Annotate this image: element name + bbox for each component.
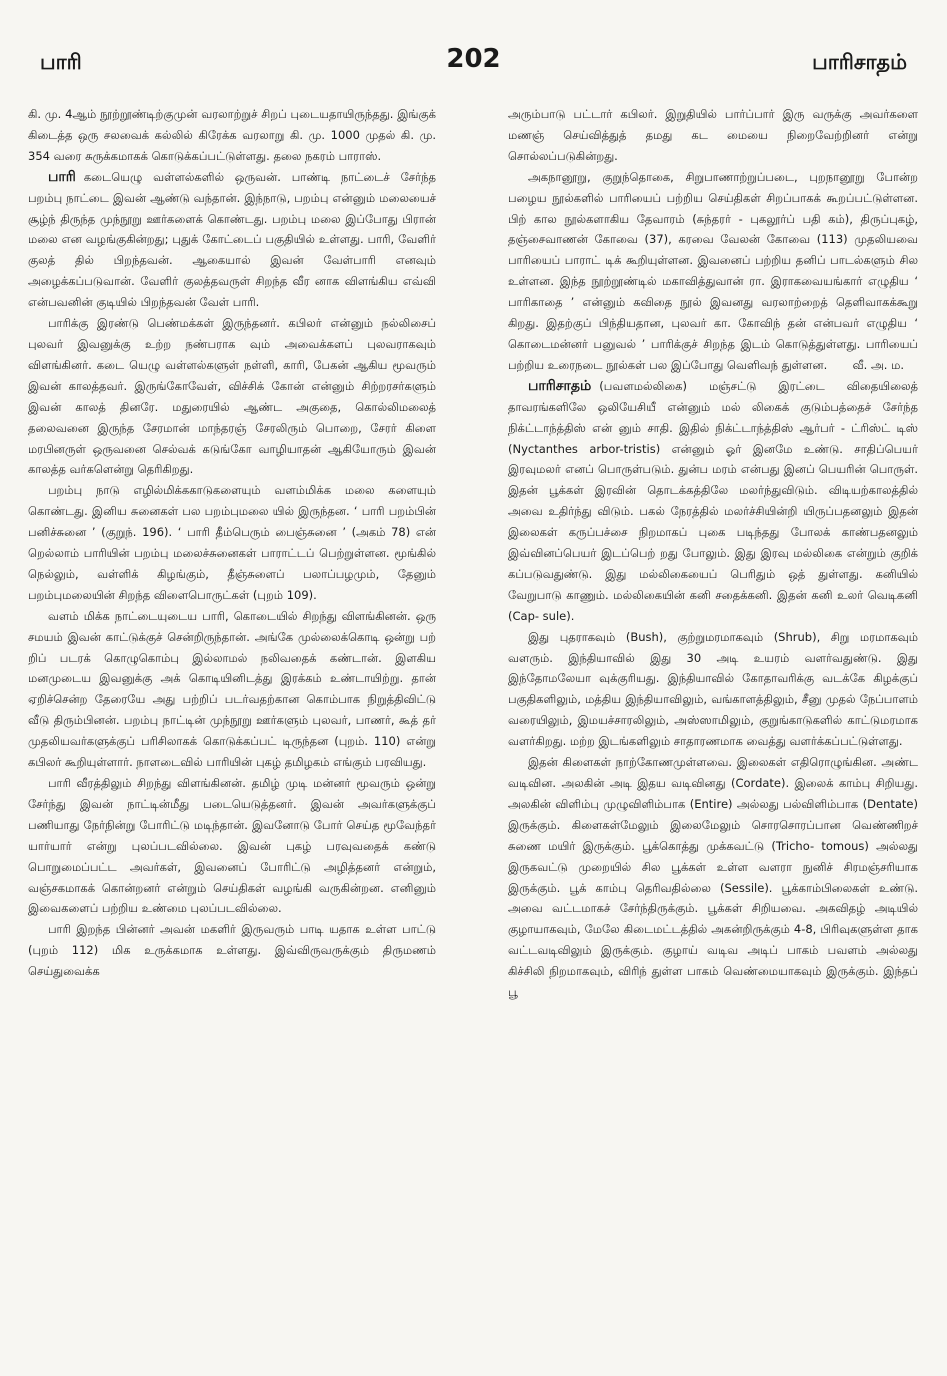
paragraph: பறம்பு நாடு எழில்மிக்ககாடுகளையும் வளம்மிக்க மலை களையும் கொண்டது. இனிய சுனைகள் பல பறம்புமலை யில் இருந்தன. ‘ பாரி பறம்பின் பனிச்சுனை ’ (குறுந். 196). ‘ பாரி தீம்பெரும் பைஞ்சுனை ’ (அகம் 78) என் றெல்லாம் பாரியின் பறம்பு மலைச்சுனைகள் பாராட்டப் பெற்றுள்ளன. மூங்கில் நெல்லும், வள்ளிக் கிழங்கும், தீஞ்சுளைப் பலாப்பழமும், தேனும் பறம்புமலையின் சிறந்த விளைபொருட்கள் (புறம் 109).	[28, 483, 436, 602]
entry-pari	[28, 167, 436, 313]
author-initials: வீ. அ. ம.	[852, 357, 904, 372]
paragraph: பாரி வீரத்திலும் சிறந்து விளங்கினன். தமிழ் முடி மன்னர் மூவரும் ஒன்று சேர்ந்து இவன் நாட்டின்மீது படையெடுத்தனர். இவன் அவர்களுக்குப் பணியாது நேர்நின்று போரிட்டு மடிந்தான். இவனோடு போர் செய்த மூவேந்தர் யார்யார் என்று புலப்படவில்லை. இவன் புகழ் பரவுவதைக் கண்டு பொறுமைப்பட்ட அவர்கள், இவனைப் போரிட்டு அழித்தனர் என்றும், வஞ்சகமாகக் கொன்றனர் என்றும் செய்திகள் வழங்கி வருகின்றன. எனினும் இவைகளைப் பற்றிய உண்மை புலப்படவில்லை.	[28, 776, 436, 916]
paragraph: பாரிக்கு இரண்டு பெண்மக்கள் இருந்தனர். கபிலர் என்னும் நல்லிசைப் புலவர் இவனுக்கு உற்ற நண்பராக வும் அவைக்களப் புலவராகவும் விளங்கினர். கடை யெழு வள்ளல்களுள் நள்ளி, காரி, பேகன் ஆகிய மூவரும் இவன் காலத்தவர். இருங்கோவேள், விச்சிக் கோன் என்னும் சிற்றரசர்களும் இவன் காலத் தினரே. மதுரையில் ஆண்ட அகுதை, கொல்லிமலைத் தலைவனை இருந்த சேரமான் மாந்தரஞ் சேரலிரும் பொறை, சேரர் கிளை மரபினருள் ஒருவனை செல்வக் கடுங்கோ வாழியாதன் ஆகியோரும் இவன் காலத்த வர்களென்று தெரிகிறது.	[28, 316, 436, 477]
paragraph: வளம் மிக்க நாட்டையுடைய பாரி, கொடையில் சிறந்து விளங்கினன். ஒரு சமயம் இவன் காட்டுக்குச் சென்றிருந்தான். அங்கே முல்லைக்கொடி ஒன்று பற் றிப் படரக் கொழுகொம்பு இல்லாமல் நலிவதைக் கண்டான். இளகிய மனமுடைய இவனுக்கு அக் கொடியினிடத்து இரக்கம் உண்டாயிற்று. தான் ஏறிச்சென்ற தேரையே அது பற்றிப் படர்வதற்கான கொம்பாக நிறுத்திவிட்டு வீடு திரும்பினன். பறம்பு நாட்டின் முந்நூறு ஊர்களும் புலவர், பாணர், கூத் தர் முதலியவர்களுக்குப் பரிசிலாகக் கொடுக்கப்பட் டிருந்தன (புறம். 110) என்று கபிலர் கூறியுள்ளார். நாளடைவில் பாரியின் புகழ் தமிழகம் எங்கும் பரவியது.	[28, 608, 436, 770]
header-left-word: பாரி	[40, 50, 82, 74]
page-header	[40, 44, 907, 88]
paragraph: இது புதராகவும் (Bush), குற்றுமரமாகவும் (Shrub), சிறு மரமாகவும் வளரும். இந்தியாவில் இது 30 அடி உயரம் வளர்வதுண்டு. இது இந்தோமலேயா வுக்குரியது. இந்தியாவில் கோதாவரிக்கு வடக்கே கிழக்குப் பகுதிகளிலும், மத்திய இந்தியாவிலும், வங்காளத்திலும், சீனு முதல் நேப்பாளம் வரையிலும், இமயச்சாரலிலும், அஸ்ஸாமிலும், குறுங்காடுகளில் காட்டுமரமாக வளர்கிறது. மற்ற இடங்களிலும் சாதாரணமாக வைத்து வளர்க்கப்பட்டுள்ளது.	[508, 629, 918, 749]
entry-parisatham	[508, 376, 918, 627]
header-right-word: பாரிசாதம்	[812, 50, 907, 74]
paragraph: அகநானூறு, குறுந்தொகை, சிறுபாணாற்றுப்படை, புறநானூறு போன்ற பழைய நூல்களில் பாரியைப் பற்றிய செய்திகள் சிறப்பாகக் கூறப்பட்டுள்ளன. பிற் கால நூல்களாகிய தேவாரம் (சுந்தரர் - புகலூர்ப் பதி கம்), திருப்புகழ், தஞ்சைவாணன் கோவை (37), கரவை வேலன் கோவை (113) முதலியவை பாரியைப் பாராட் டிக் கூறியுள்ளன. இவனைப் பற்றிய தனிப் பாடல்களும் சில உள்ளன. இந்த நூற்றூண்டில் மகாவித்துவான் ரா. இராகவையங்கார் எழுதிய ‘ பாரிகாதை ’ என்னும் கவிதை நூல் இவனது வரலாற்றைத் தெளிவாகக்கூறு கிறது. இதற்குப் பிந்தியதான, புலவர் கா. கோவிந் தன் என்பவர் எழுதிய ‘ கொடைமன்னர் பனுவல் ’ பாரிக்குச் சிறந்த இடம் கொடுத்துள்ளது. பாரியைப் பற்றிய உரைநடை நூல்கள் பல இப்போது வெளிவந் துள்ளன.	[508, 169, 918, 372]
paragraph: (பவளமல்லிகை) மஞ்சட்டு இரட்டை விதையிலைத் தாவரங்களிலே ஒலியேசியீ என்னும் மல் லிகைக் குடும்பத்தைச் சேர்ந்த நிக்ட்டாந்த்திஸ் என் னும் சாதி. இதில் நிக்ட்டாந்த்திஸ் ஆர்பர் - ட்ரிஸ்ட் டிஸ் (Nyctanthes arbor-tristis) என்னும் ஓர் இனமே உண்டு. சாதிப்பெயர் இரவுமலர் எனப் பொருள்படும். துன்ப மரம் என்பது இனப் பெயரின் பொருள். இதன் பூக்கள் இரவின் தொடக்கத்திலே மலர்ந்துவிடும். விடியற்காலத்தில் அவை உதிர்ந்து விடும். பகல் நேரத்தில் மலர்ச்சியின்றி யிருப்பதனலும் இதன் இலைகள் கருப்பச்சை நிறமாகப் புகை படிந்தது போலக் காண்பதனலும் இவ்வினப்பெயர் இடப்பெற் றது போலும். இது இரவு மல்லிகை என்றும் குறிக் கப்படுவதுண்டு. இது மல்லிகையைப் பெரிதும் ஒத் துள்ளது. கனியில் வேறுபாடு காணும். மல்லிகையின் கனி சதைக்கனி. இதன் கனி உலர் வெடிகனி (Cap- sule).	[508, 378, 918, 623]
paragraph: இதன் கிளைகள் நாற்கோணமுள்ளவை. இலைகள் எதிரொழுங்கின. அண்ட வடிவின. அலகின் அடி இதய வடிவினது (Cordate). இலைக் காம்பு சிறியது. அலகின் விளிம்பு முழுவிளிம்பாக (Entire) அல்லது பல்விளிம்பாக (Dentate) இருக்கும். கிளைகள்மேலும் இலைமேலும் சொரசொரப்பான வெண்ணிறச் சுணை மயிர் இருக்கும். பூக்கொத்து முக்கவட்டு (Tricho- tomous) அல்லது இருகவட்டு முறையில் சில பூக்கள் உள்ள வளரா நுனிச் சிரமஞ்சரியாக இருக்கும். பூக் காம்பு தெரிவதில்லை (Sessile). பூக்காம்பிலைகள் உண்டு. அவை வட்டமாகச் சேர்ந்திருக்கும். பூக்கள் சிறியவை. அகவிதழ் அடியில் குழாயாகவும், மேலே கிடைமட்டத்தில் அகன்றிருக்கும் 4-8, பிரிவுகளுள்ள தாக வட்டவடிவிலும் இருக்கும். குழாய் வடிவ அடிப் பாகம் பவளம் அல்லது கிச்சிலி நிறமாகவும், விரிந் துள்ள பாகம் வெண்மையாகவும் இருக்கும். இந்தப் பூ	[508, 755, 918, 1000]
paragraph: கடையெழு வள்ளல்களில் ஒருவன். பாண்டி நாட்டைச் சேர்ந்த பறம்பு நாட்டை இவன் ஆண்டு வந்தான். இந்நாடு, பறம்பு என்னும் மலையைச் சூழ்ந் திருந்த முந்நூறு ஊர்களைக் கொண்டது. பறம்பு மலை இப்போது பிரான் மலை என வழங்குகின்றது; புதுக் கோட்டைப் பகுதியில் உள்ளது. பாரி, வேளிர் குலத் தில் பிறந்தவன். ஆகையால் இவன் வேள்பாரி எனவும் அழைக்கப்படுவான். வேளிர் குலத்தவருள் சிறந்த வீர னாக விளங்கிய எவ்வி என்பவனின் குடியில் பிறந்தவன் வேள் பாரி.	[28, 169, 436, 310]
right-column	[508, 104, 918, 1352]
page-number: 202	[446, 44, 501, 74]
paragraph: கி. மு. 4ஆம் நூற்றூண்டிற்குமுன் வரலாற்றுச் சிறப் புடையதாயிருந்தது. இங்குக் கிடைத்த ஒரு சலவைக் கல்லில் கிரேக்க வரலாறு கி. மு. 1000 முதல் கி. மு. 354 வரை சுருக்கமாகக் கொடுக்கப்பட்டுள்ளது. தலை நகரம் பாராஸ்.	[28, 107, 436, 163]
paragraph: பாரி இறந்த பின்னர் அவன் மகளிர் இருவரும் பாடி யதாக உள்ள பாட்டு (புறம் 112) மிக உருக்கமாக உள்ளது. இவ்விருவருக்கும் திருமணம் செய்துவைக்க	[28, 922, 436, 979]
paragraph: அரும்பாடு பட்டார் கபிலர். இறுதியில் பார்ப்பார் இரு வருக்கு அவர்களை மணஞ் செய்வித்துத் தமது கட மையை நிறைவேற்றினர் என்று சொல்லப்படுகின்றது.	[508, 107, 918, 163]
left-column	[28, 104, 436, 1352]
entry-heading-pari: பாரி	[48, 168, 76, 185]
entry-heading-parisatham: பாரிசாதம்	[528, 377, 592, 394]
